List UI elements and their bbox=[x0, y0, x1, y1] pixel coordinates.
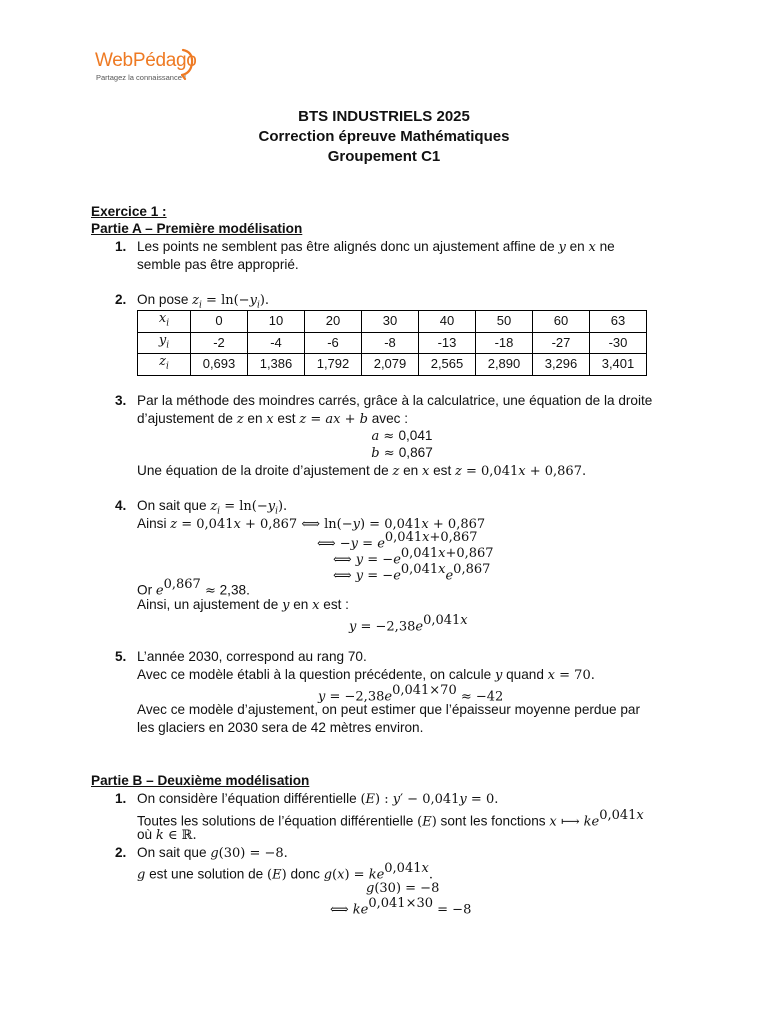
exercise1-title: Exercice 1 : bbox=[91, 204, 167, 219]
partB-q2-line2: g est une solution de (E) donc $g(x) = ke^{0,041x}$. bbox=[137, 861, 433, 883]
table-cell: 2,079 bbox=[362, 354, 419, 376]
table-cell: 3,296 bbox=[533, 354, 590, 376]
partB-q2-line1: On sait que g(30) = −8. bbox=[137, 845, 288, 861]
webpedago-logo bbox=[95, 46, 205, 86]
table-cell: -18 bbox=[476, 332, 533, 354]
logo-wordmark: WebPédago bbox=[95, 50, 197, 71]
partA-q2-number: 2. bbox=[115, 292, 127, 307]
partA-q4-line2: Ainsi z = 0,041x + 0,867 ⟺ ln(−y) = 0,041x + 0,867 bbox=[137, 516, 486, 532]
partB-q2-eq1: g(30) = −8 bbox=[366, 881, 440, 896]
partA-q5-number: 5. bbox=[115, 649, 127, 664]
table-row-label: $z_i$ bbox=[138, 354, 191, 376]
coef-a: a ≈ 0,041 bbox=[371, 428, 433, 444]
partA-q3-line2: d’ajustement de z en x est z = ax + b avec : bbox=[137, 411, 408, 427]
partB-q1-number: 1. bbox=[115, 791, 127, 806]
partA-title: Partie A – Première modélisation bbox=[91, 221, 303, 236]
partA-q4-or: Or $e^{0,867} \approx 2,38$. bbox=[137, 577, 250, 599]
partB-q1-line2: Toutes les solutions de l’équation différentielle (E) sont les fonctions x ⟼ $ke^{0,041x}$ bbox=[137, 808, 644, 830]
speech-bubble-icon bbox=[181, 46, 195, 80]
partB-q1-line1: On considère l’équation différentielle (E) : y′ − 0,041y = 0. bbox=[137, 791, 499, 807]
table-row bbox=[138, 311, 647, 333]
partA-q5-line4: Avec ce modèle d’ajustement, on peut estimer que l’épaisseur moyenne perdue par bbox=[137, 702, 641, 717]
table-cell: 20 bbox=[305, 311, 362, 333]
table-cell: 0,693 bbox=[191, 354, 248, 376]
partB-q2-number: 2. bbox=[115, 845, 127, 860]
partA-q4-number: 4. bbox=[115, 498, 127, 513]
partA-q4-ainsi: Ainsi, un ajustement de y en x est : bbox=[137, 597, 349, 613]
table-cell: 30 bbox=[362, 311, 419, 333]
table-cell: -4 bbox=[248, 332, 305, 354]
partA-q1-line1: Les points ne semblent pas être alignés donc un ajustement affine de y en x ne bbox=[137, 239, 615, 255]
table-cell: -27 bbox=[533, 332, 590, 354]
data-table bbox=[137, 310, 647, 376]
table-row-label: $y_i$ bbox=[138, 332, 191, 354]
document-header bbox=[0, 107, 768, 167]
model-equation: $y = -2,38e^{0,041x}$ bbox=[349, 613, 468, 635]
equiv-line-3: ⟺ $y = -e^{0,041x}e^{0,867}$ bbox=[333, 562, 491, 584]
partA-q4-line1: On sait que $z_i = \ln(-y_i)$. bbox=[137, 498, 288, 517]
table-cell: 60 bbox=[533, 311, 590, 333]
table-row bbox=[138, 332, 647, 354]
coef-b: b ≈ 0,867 bbox=[371, 445, 433, 461]
table-cell: -2 bbox=[191, 332, 248, 354]
partA-q3-line5: Une équation de la droite d’ajustement de z en x est z = 0,041x + 0,867. bbox=[137, 463, 587, 479]
partA-q5-line2: Avec ce modèle établi à la question précédente, on calcule y quand x = 70. bbox=[137, 667, 595, 683]
partB-q2-eq2: ⟺ $ke^{0,041\times 30} = -8$ bbox=[330, 896, 472, 918]
header-subtitle: Correction épreuve Mathématiques bbox=[258, 128, 510, 145]
equiv-line-1: ⟺ $-y = e^{0,041x+0,867}$ bbox=[317, 530, 478, 552]
header-group: Groupement C1 bbox=[327, 148, 441, 165]
table-cell: 2,565 bbox=[419, 354, 476, 376]
table-cell: -13 bbox=[419, 332, 476, 354]
table-row-label: $x_i$ bbox=[138, 311, 191, 333]
table-cell: -8 bbox=[362, 332, 419, 354]
table-cell: 1,792 bbox=[305, 354, 362, 376]
logo-tagline: Partagez la connaissance ! bbox=[96, 73, 187, 82]
table-cell: 40 bbox=[419, 311, 476, 333]
table-cell: 10 bbox=[248, 311, 305, 333]
table-cell: 50 bbox=[476, 311, 533, 333]
table-cell: 0 bbox=[191, 311, 248, 333]
table-cell: 1,386 bbox=[248, 354, 305, 376]
partA-q1-number: 1. bbox=[115, 239, 127, 254]
table-cell: 3,401 bbox=[590, 354, 647, 376]
table-row bbox=[138, 354, 647, 376]
partA-q1-line2: semble pas être approprié. bbox=[137, 257, 299, 272]
partA-q2-text: On pose $z_i = \ln(-y_i)$. bbox=[137, 292, 270, 311]
table-cell: -6 bbox=[305, 332, 362, 354]
partA-q5-line5: les glaciers en 2030 sera de 42 mètres environ. bbox=[137, 720, 424, 735]
equiv-line-2: ⟺ $y = -e^{0,041x+0,867}$ bbox=[333, 546, 494, 568]
table-cell: 2,890 bbox=[476, 354, 533, 376]
partB-title: Partie B – Deuxième modélisation bbox=[91, 773, 310, 788]
partA-q5-line1: L’année 2030, correspond au rang 70. bbox=[137, 649, 367, 664]
header-title: BTS INDUSTRIELS 2025 bbox=[298, 108, 470, 125]
table-cell: -30 bbox=[590, 332, 647, 354]
partA-q3-line1: Par la méthode des moindres carrés, grâce à la calculatrice, une équation de la droite bbox=[137, 393, 653, 408]
table-cell: 63 bbox=[590, 311, 647, 333]
partA-q3-number: 3. bbox=[115, 393, 127, 408]
partA-q5-calc: $y = -2,38e^{0,041\times 70} \approx -42$ bbox=[318, 683, 504, 705]
partB-q1-line3: où k ∈ ℝ. bbox=[137, 827, 197, 843]
